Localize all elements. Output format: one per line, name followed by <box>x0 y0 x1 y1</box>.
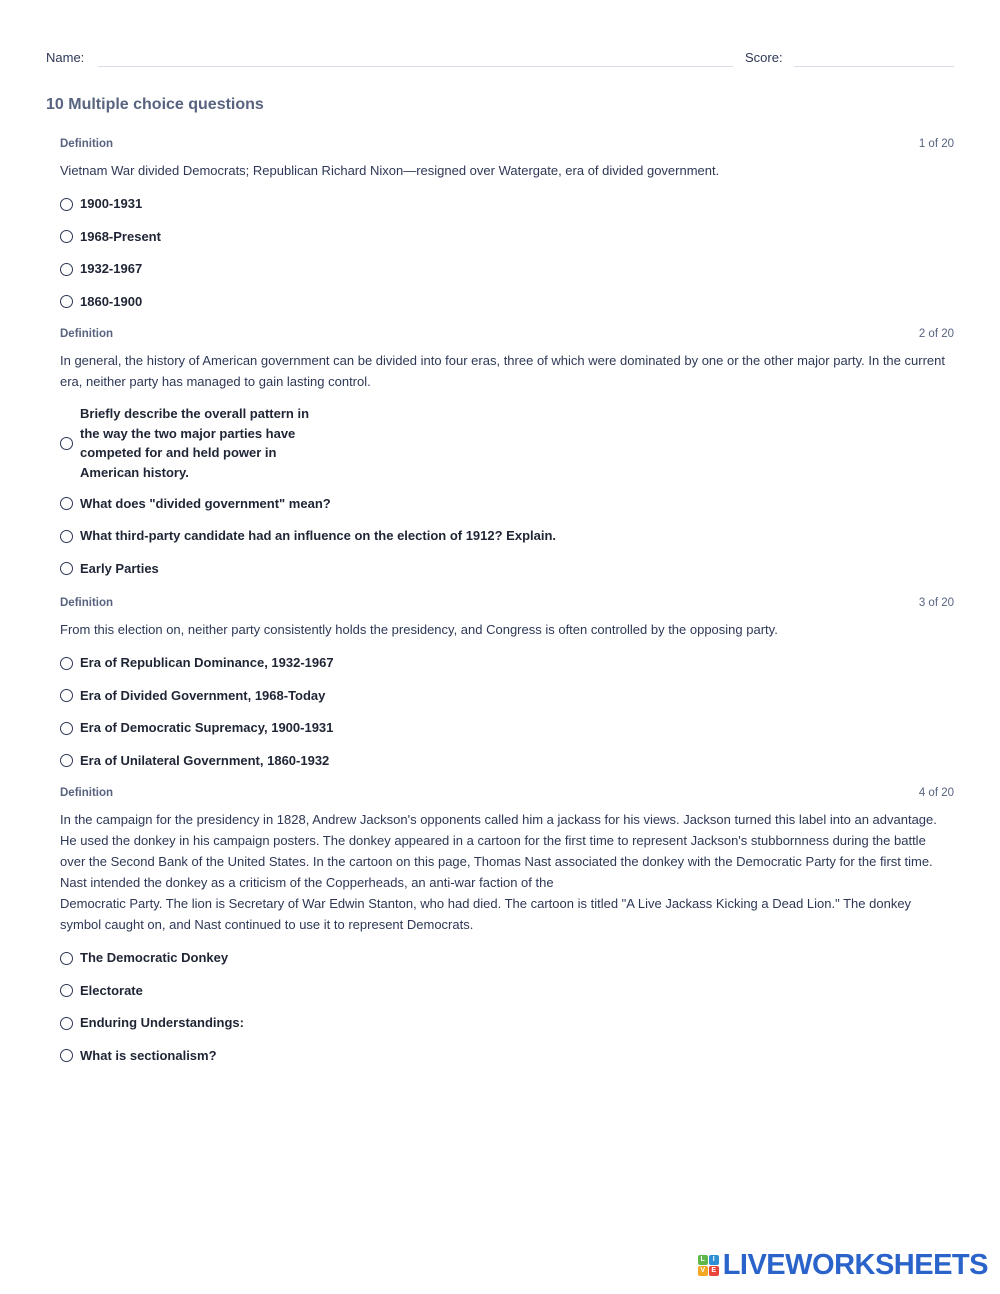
name-label: Name: <box>46 50 85 65</box>
answer-option[interactable] <box>60 717 954 739</box>
answer-option[interactable] <box>60 947 954 969</box>
logo-tile-icon: V <box>698 1266 708 1276</box>
radio-button[interactable] <box>60 722 73 735</box>
question-text: Vietnam War divided Democrats; Republican Richard Nixon—resigned over Watergate, era of divided government. <box>60 163 720 178</box>
question-kind: Definition <box>60 787 114 799</box>
option-label: What is sectionalism? <box>80 1047 217 1063</box>
logo-tile-icon: L <box>698 1255 708 1265</box>
option-label: Early Parties <box>80 560 159 576</box>
option-label: 1900-1931 <box>80 196 143 212</box>
radio-button[interactable] <box>60 263 73 276</box>
radio-button[interactable] <box>60 497 73 510</box>
question-text: In the campaign for the presidency in 1828, Andrew Jackson's opponents called him a jackass for his views. Jackson turned this label into an advantage. He used the donkey in his campaign posters. The donkey appeared in a cartoon for the first time to represent Jackson's stubbornness during the battle over the Second Bank of the United States. In the cartoon on this page, Thomas Nast associated the donkey with the Democratic Party for the first time. Nast intended the donkey as a criticism of the Copperheads, an anti-war faction of the Democratic Party. The lion is Secretary of War Edwin Stanton, who had died. The cartoon is titled "A Live Jackass Kicking a Dead Lion." The donkey symbol caught on, and Nast continued to use it to represent Democrats. <box>60 812 937 932</box>
radio-button[interactable] <box>60 952 73 965</box>
answer-option[interactable] <box>60 980 954 1002</box>
question-number: 2 of 20 <box>918 328 954 340</box>
answer-option[interactable] <box>60 558 954 580</box>
radio-button[interactable] <box>60 562 73 575</box>
radio-button[interactable] <box>60 437 73 450</box>
radio-button[interactable] <box>60 754 73 767</box>
option-label: Era of Divided Government, 1968-Today <box>80 687 326 703</box>
option-label: Electorate <box>80 982 143 998</box>
logo-tile-icon: E <box>709 1266 719 1276</box>
answer-option[interactable] <box>60 685 954 707</box>
question-2 <box>60 328 954 590</box>
question-1 <box>60 138 954 323</box>
question-kind: Definition <box>60 328 114 340</box>
option-label: Era of Republican Dominance, 1932-1967 <box>80 655 334 671</box>
answer-option[interactable] <box>60 525 954 547</box>
answer-option[interactable] <box>60 750 954 772</box>
question-number: 4 of 20 <box>918 787 954 799</box>
option-label: What does "divided government" mean? <box>80 495 331 511</box>
question-3 <box>60 597 954 782</box>
option-label: 1968-Present <box>80 228 161 244</box>
question-text: From this election on, neither party consistently holds the presidency, and Congress is often controlled by the opposing party. <box>60 622 778 637</box>
question-kind: Definition <box>60 138 114 150</box>
answer-option[interactable] <box>60 493 954 515</box>
radio-button[interactable] <box>60 689 73 702</box>
radio-button[interactable] <box>60 984 73 997</box>
question-number: 3 of 20 <box>918 597 954 609</box>
option-label: 1932-1967 <box>80 261 143 277</box>
question-4 <box>60 787 954 1077</box>
option-label: Enduring Understandings: <box>80 1015 244 1031</box>
question-kind: Definition <box>60 597 114 609</box>
radio-button[interactable] <box>60 230 73 243</box>
answer-option[interactable] <box>60 226 954 248</box>
answer-option[interactable] <box>60 1045 954 1067</box>
answer-option[interactable] <box>60 193 954 215</box>
answer-option[interactable] <box>60 404 954 482</box>
option-label: Era of Democratic Supremacy, 1900-1931 <box>80 720 334 736</box>
option-label: Briefly describe the overall pattern in the way the two major parties have competed for and held power in American history. <box>80 406 310 480</box>
name-field[interactable] <box>98 66 733 67</box>
logo-text: LIVEWORKSHEETS <box>722 1249 988 1281</box>
answer-option[interactable] <box>60 1012 954 1034</box>
score-field[interactable] <box>794 66 954 67</box>
radio-button[interactable] <box>60 1049 73 1062</box>
option-label: 1860-1900 <box>80 293 143 309</box>
section-heading: 10 Multiple choice questions <box>46 96 264 113</box>
option-label: The Democratic Donkey <box>80 950 229 966</box>
question-text: In general, the history of American government can be divided into four eras, three of which were dominated by one or the other major party. In the current era, neither party has managed to gain lasting control. <box>60 353 945 389</box>
option-label: Era of Unilateral Government, 1860-1932 <box>80 752 330 768</box>
liveworksheets-logo <box>698 1249 988 1282</box>
radio-button[interactable] <box>60 657 73 670</box>
score-label: Score: <box>745 50 783 65</box>
radio-button[interactable] <box>60 295 73 308</box>
answer-option[interactable] <box>60 652 954 674</box>
answer-option[interactable] <box>60 291 954 313</box>
logo-icon <box>698 1255 719 1276</box>
option-label: What third-party candidate had an influence on the election of 1912? Explain. <box>80 528 557 544</box>
radio-button[interactable] <box>60 530 73 543</box>
answer-option[interactable] <box>60 258 954 280</box>
header <box>46 48 954 70</box>
logo-tile-icon: I <box>709 1255 719 1265</box>
radio-button[interactable] <box>60 1017 73 1030</box>
radio-button[interactable] <box>60 198 73 211</box>
question-number: 1 of 20 <box>918 138 954 150</box>
